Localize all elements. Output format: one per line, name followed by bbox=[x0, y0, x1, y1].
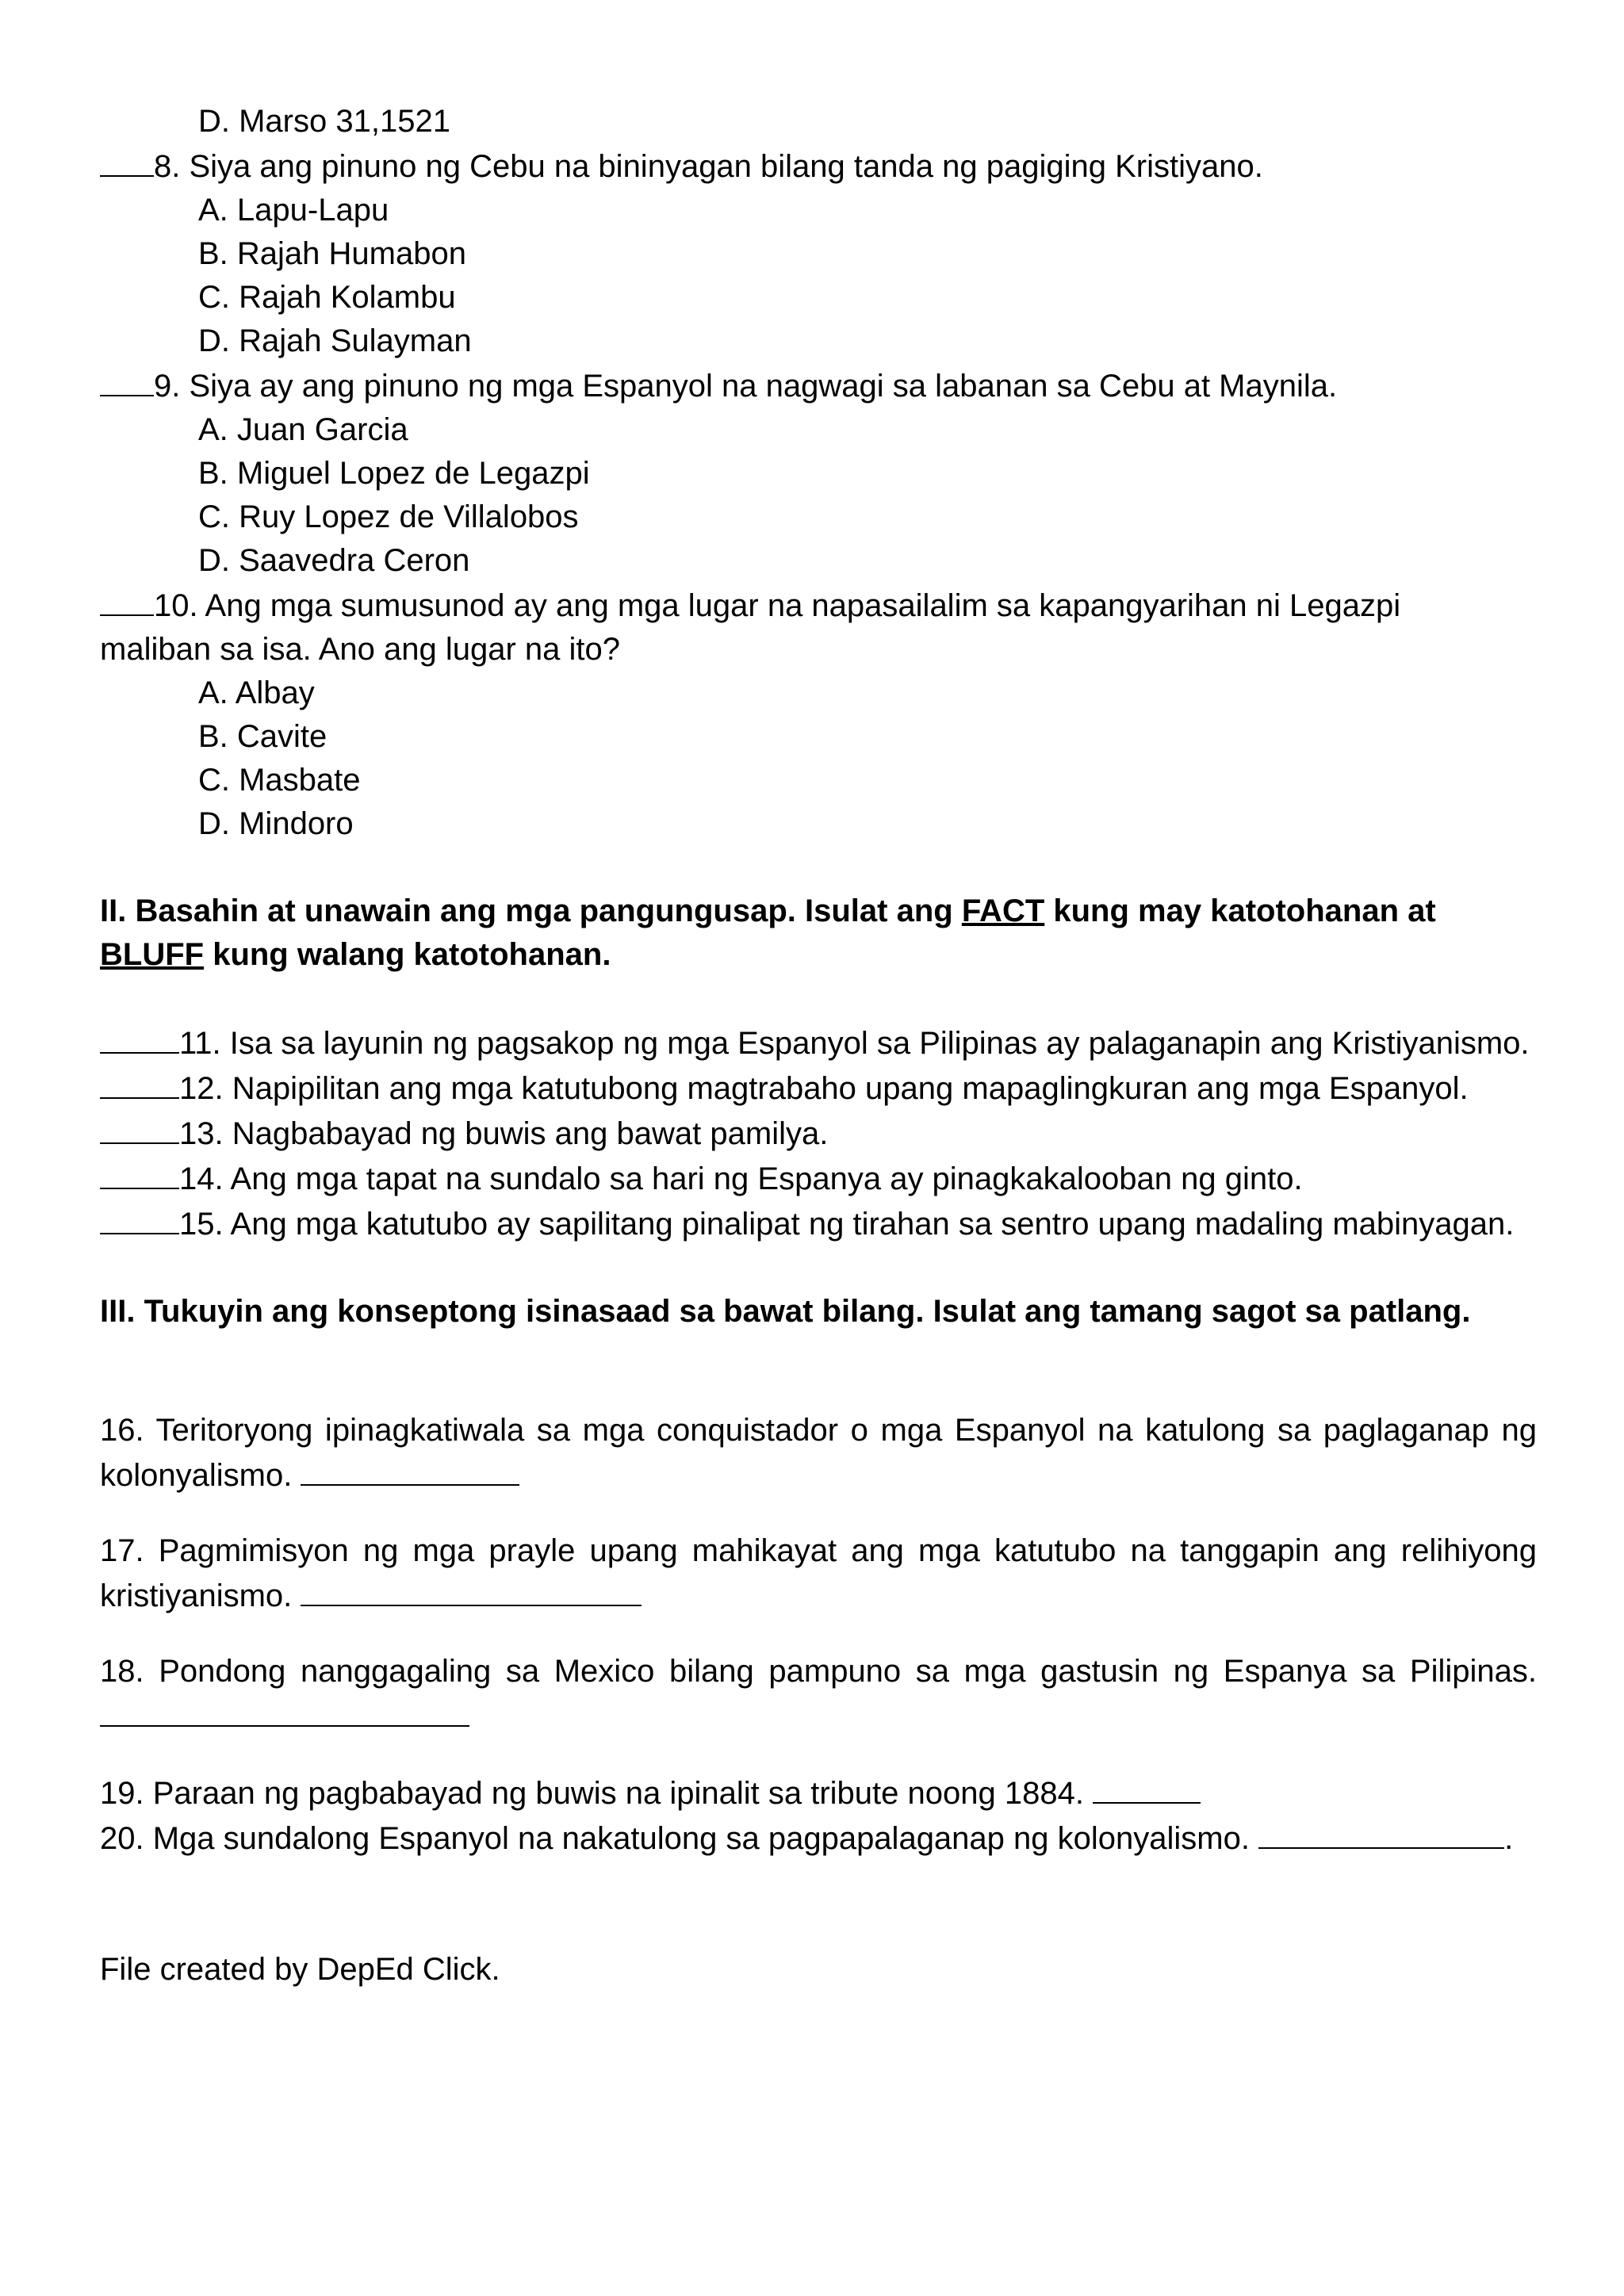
item-19-text: 19. Paraan ng pagbabayad ng buwis na ipinalit sa tribute noong 1884. bbox=[100, 1776, 1084, 1811]
statement-14-text: 14. Ang mga tapat na sundalo sa hari ng Espanya ay pinagkakalooban ng ginto. bbox=[179, 1161, 1303, 1196]
item-20-period: . bbox=[1504, 1821, 1514, 1856]
answer-blank-18[interactable] bbox=[100, 1693, 469, 1727]
q10-option-b: B. Cavite bbox=[198, 719, 327, 754]
answer-blank-9[interactable] bbox=[100, 363, 154, 396]
q10-option-a: A. Albay bbox=[198, 675, 315, 710]
statement-11 bbox=[100, 1020, 1537, 1066]
q9-option-a: A. Juan Garcia bbox=[198, 412, 408, 447]
part2-heading-bluff: BLUFF bbox=[100, 937, 205, 972]
answer-blank-8[interactable] bbox=[100, 144, 154, 177]
answer-blank-16[interactable] bbox=[301, 1452, 519, 1486]
q9-option-b: B. Miguel Lopez de Legazpi bbox=[198, 456, 590, 491]
spacer bbox=[100, 1861, 1537, 1948]
answer-blank-19[interactable] bbox=[1093, 1770, 1201, 1804]
statement-15 bbox=[100, 1201, 1537, 1246]
answer-blank-13[interactable] bbox=[100, 1111, 179, 1144]
question-9 bbox=[100, 363, 1537, 408]
item-17 bbox=[100, 1529, 1537, 1618]
q7-option-d: D. Marso 31,1521 bbox=[198, 104, 450, 139]
part2-heading-line1 bbox=[100, 890, 1537, 933]
answer-blank-15[interactable] bbox=[100, 1201, 179, 1234]
q8-option-b: B. Rajah Humabon bbox=[198, 236, 466, 271]
answer-blank-12[interactable] bbox=[100, 1066, 179, 1099]
q10-option-c: C. Masbate bbox=[198, 763, 361, 798]
spacer bbox=[100, 846, 1537, 890]
question-10 bbox=[100, 583, 1537, 628]
q8-option-a: A. Lapu-Lapu bbox=[198, 193, 389, 228]
footer-credit: File created by DepEd Click. bbox=[100, 1952, 500, 1987]
question-10-text-line2: maliban sa isa. Ano ang lugar na ito? bbox=[100, 632, 620, 667]
part2-heading-line2 bbox=[100, 933, 1537, 977]
part2-heading-mid: kung may katotohanan at bbox=[1044, 894, 1436, 928]
part2-heading-post: kung walang katotohanan. bbox=[204, 937, 611, 972]
part2-heading-fact: FACT bbox=[961, 894, 1045, 928]
statement-13 bbox=[100, 1111, 1537, 1156]
spacer bbox=[100, 1334, 1537, 1377]
item-17-text: 17. Pagmimisyon ng mga prayle upang mahikayat ang mga katutubo na tanggapin ang relihiyong kristiyanismo. bbox=[100, 1533, 1537, 1613]
spacer bbox=[100, 1246, 1537, 1290]
item-18 bbox=[100, 1650, 1537, 1739]
worksheet-page bbox=[100, 100, 1537, 1992]
statement-11-text: 11. Isa sa layunin ng pagsakop ng mga Espanyol sa Pilipinas ay palaganapin ang Kristiyanismo. bbox=[179, 1026, 1530, 1061]
item-18-text: 18. Pondong nanggagaling sa Mexico bilang pampuno sa mga gastusin ng Espanya sa Pilipinas. bbox=[100, 1654, 1537, 1689]
q9-option-c: C. Ruy Lopez de Villalobos bbox=[198, 499, 579, 534]
item-20-text: 20. Mga sundalong Espanyol na nakatulong sa pagpapalaganap ng kolonyalismo. bbox=[100, 1821, 1250, 1856]
part2-heading-pre: II. Basahin at unawain ang mga pangungusap. Isulat ang bbox=[100, 894, 962, 928]
question-10-text-line1: 10. Ang mga sumusunod ay ang mga lugar na napasailalim sa kapangyarihan ni Legazpi bbox=[154, 588, 1401, 623]
answer-blank-14[interactable] bbox=[100, 1156, 179, 1189]
q8-option-d: D. Rajah Sulayman bbox=[198, 323, 472, 358]
statement-14 bbox=[100, 1156, 1537, 1201]
answer-blank-10[interactable] bbox=[100, 583, 154, 616]
question-9-text: 9. Siya ay ang pinuno ng mga Espanyol na nagwagi sa labanan sa Cebu at Maynila. bbox=[154, 369, 1338, 404]
part3-heading: III. Tukuyin ang konseptong isinasaad sa bawat bilang. Isulat ang tamang sagot sa patlang. bbox=[100, 1294, 1471, 1329]
statement-15-text: 15. Ang mga katutubo ay sapilitang pinalipat ng tirahan sa sentro upang madaling mabinyagan. bbox=[179, 1207, 1515, 1242]
statement-12 bbox=[100, 1066, 1537, 1111]
item-16 bbox=[100, 1409, 1537, 1498]
answer-blank-20[interactable] bbox=[1258, 1816, 1504, 1849]
statement-13-text: 13. Nagbabayad ng buwis ang bawat pamilya. bbox=[179, 1116, 829, 1151]
answer-blank-17[interactable] bbox=[301, 1573, 642, 1606]
question-8-text: 8. Siya ang pinuno ng Cebu na bininyagan bilang tanda ng pagiging Kristiyano. bbox=[154, 149, 1263, 184]
q9-option-d: D. Saavedra Ceron bbox=[198, 543, 470, 578]
q8-option-c: C. Rajah Kolambu bbox=[198, 280, 456, 315]
question-8 bbox=[100, 144, 1537, 189]
q10-option-d: D. Mindoro bbox=[198, 806, 354, 841]
spacer bbox=[100, 977, 1537, 1020]
item-16-text: 16. Teritoryong ipinagkatiwala sa mga conquistador o mga Espanyol na katulong sa paglaganap ng kolonyalismo. bbox=[100, 1413, 1537, 1493]
item-20 bbox=[100, 1816, 1537, 1861]
statement-12-text: 12. Napipilitan ang mga katutubong magtrabaho upang mapaglingkuran ang mga Espanyol. bbox=[179, 1071, 1469, 1106]
answer-blank-11[interactable] bbox=[100, 1020, 179, 1054]
item-19 bbox=[100, 1770, 1537, 1816]
